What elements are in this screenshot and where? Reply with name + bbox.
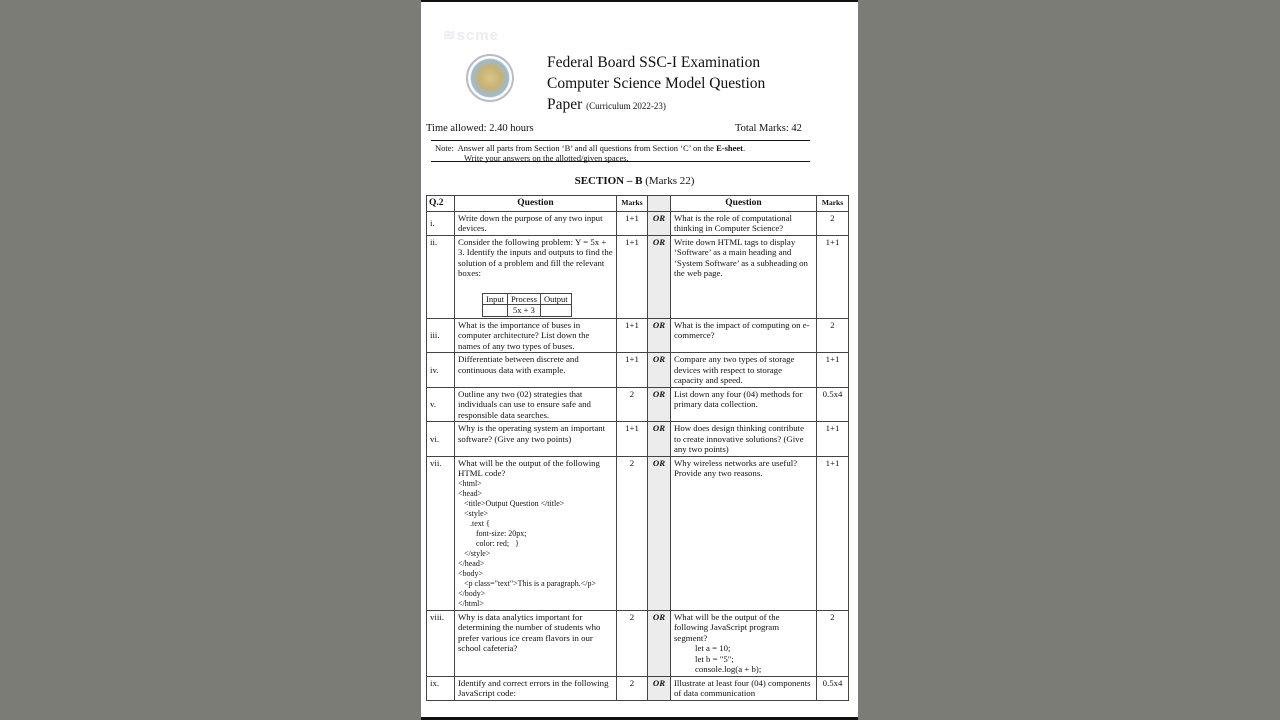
html-code-block: <html> <head> <title>Output Question </title> <style> .text { font-size: 20px; color: red; } </style> </head> <body> <p class="text">This is a paragraph.</p> </body> </html>: [458, 478, 596, 608]
table-row: v. Outline any two (02) strategies that individuals can use to ensure safe and responsible data searches. 2 OR List down any four (04) methods for primary data collection. 0.5x4: [427, 387, 849, 422]
questions-table: [426, 195, 849, 701]
input-process-output-table: Input Process Output 5x + 3: [482, 293, 572, 317]
board-seal-icon: [466, 54, 514, 102]
table-row: ii. Consider the following problem: Y = 5x + 3. Identify the inputs and outputs to find the solution of a problem and fill the relevant boxes: Input Process Output 5x + 3 1+1 OR Write down HTML tags to display ‘Software’ as a main heading and ‘System Software’ as a subheading on the web page. 1+1: [427, 235, 849, 318]
table-row: vii. What will be the output of the following HTML code? <html> <head> <title>Output Question </title> <style> .text { font-size: 20px; color: red; } </style> </head> <body> <p class="text">This is a paragraph.</p> </body> </html> 2 OR Why wireless networks are useful? Provide any two reasons. 1+1: [427, 456, 849, 610]
curriculum-label: (Curriculum 2022-23): [586, 101, 666, 111]
table-row: iv. Differentiate between discrete and continuous data with example. 1+1 OR Compare any two types of storage devices with respect to storage capacity and speed. 1+1: [427, 353, 849, 388]
page-top-border: [421, 0, 858, 2]
js-code-block: let a = 10; let b = "5"; console.log(a + b);: [695, 643, 762, 674]
table-header-row: Q.2 Question Marks Question Marks: [427, 196, 849, 212]
watermark-logo: ≋scme: [443, 27, 499, 44]
exam-paper-page: [421, 0, 858, 720]
table-row: iii. What is the importance of buses in computer architecture? List down the names of any two types of buses. 1+1 OR What is the impact of computing on e-commerce? 2: [427, 318, 849, 353]
paper-meta: [426, 123, 806, 134]
section-heading: SECTION – B (Marks 22): [574, 175, 695, 187]
paper-title: Federal Board SSC-I Examination Computer Science Model Question Paper (Curriculum 2022-23): [547, 54, 766, 113]
table-row: viii. Why is data analytics important for determining the number of students who prefer various ice cream flavors in our school cafeteria? 2 OR What will be the output of the following JavaScript program segment? let a = 10; let b = "5"; console.log(a + b); 2: [427, 610, 849, 676]
table-row: ix. Identify and correct errors in the following JavaScript code: 2 OR Illustrate at least four (04) components of data communication 0.5x4: [427, 676, 849, 700]
time-allowed: Time allowed: 2.40 hours: [426, 123, 534, 134]
total-marks: Total Marks: 42: [735, 123, 802, 134]
instructions-note: Note: Answer all parts from Section ‘B’ and all questions from Section ‘C’ on the E-sheet. Write your answers on the allotted/given spaces.: [431, 140, 810, 162]
table-row: vi. Why is the operating system an important software? (Give any two points) 1+1 OR How does design thinking contribute to create innovative solutions? (Give any two points) 1+1: [427, 422, 849, 457]
table-row: i. Write down the purpose of any two input devices. 1+1 OR What is the role of computational thinking in Computer Science? 2: [427, 211, 849, 235]
